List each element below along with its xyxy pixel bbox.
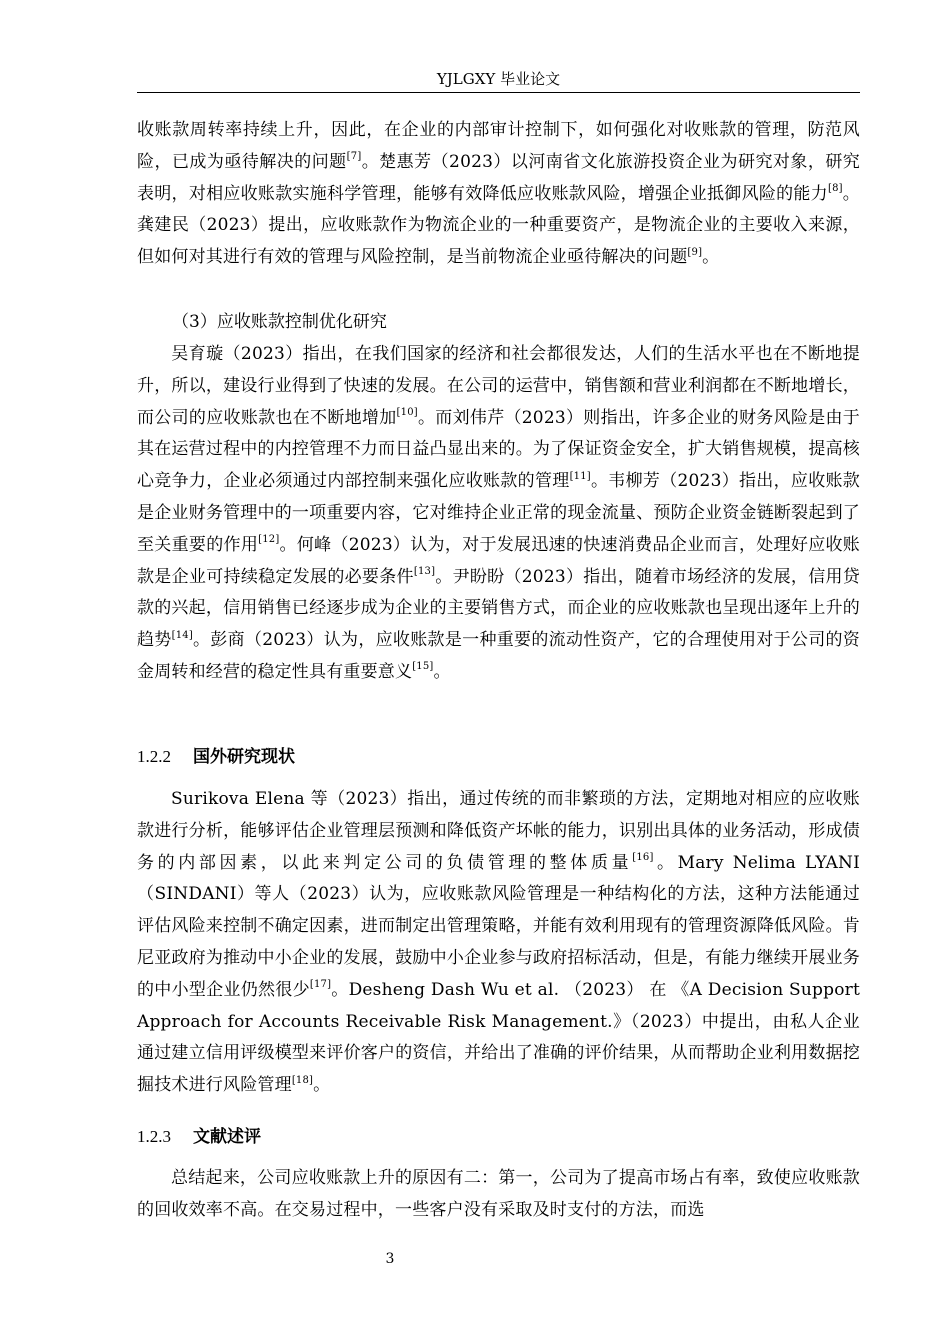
section-number: 1.2.2: [137, 747, 171, 766]
citation-ref: [7]: [346, 151, 362, 163]
text-run: 。楚惠芳（2023）以河南省文化旅游投资企业为研究对象，研究表明，对相应收账款实施科学管理，能够有效降低应收账款风险，增强企业抵御风险的能力: [137, 151, 860, 204]
text-run: 。: [433, 661, 451, 682]
header-rule: [137, 92, 860, 93]
text-run: Surikova Elena 等（2023）指出，通过传统的而非繁琐的方法，定期地对相应的应收账款进行分析，能够评估企业管理层预测和降低资产坏帐的能力，识别出具体的业务活动，形成债务的内部因素，以此来判定公司的负债管理的整体质量: [137, 789, 860, 873]
citation-ref: [10]: [396, 406, 418, 418]
text-run: 。: [702, 247, 720, 268]
paragraph-foreign-research: [137, 784, 860, 1102]
running-header: YJLGXY 毕业论文: [436, 70, 561, 88]
text-run: 。尹盼盼（2023）指出，随着市场经济的发展，信用贷款的兴起，信用销售已经逐步成为企业的主要销售方式，而企业的应收账款也呈现出逐年上升的趋势: [137, 566, 860, 651]
citation-ref: [8]: [827, 182, 843, 194]
paragraph-literature-review: [137, 1163, 860, 1227]
text-run: 总结起来，公司应收账款上升的原因有二：第一，公司为了提高市场占有率，致使应收账款的回收效率不高。在交易过程中，一些客户没有采取及时支付的方法，而选: [137, 1168, 860, 1220]
text-run: 。何峰（2023）认为，对于发展迅速的快速消费品企业而言，处理好应收账款是企业可持续稳定发展的必要条件: [137, 534, 860, 587]
text-run: 收账款周转率持续上升，因此，在企业的内部审计控制下，如何强化对收账款的管理，防范风险，已成为亟待解决的问题: [137, 120, 860, 172]
text-run: 。而刘伟芹（2023）则指出，许多企业的财务风险是由于其在运营过程中的内控管理不力而日益凸显出来的。为了保证资金安全，扩大销售规模，提高核心竞争力，企业必须通过内部控制来强化应收账款的管理: [137, 407, 860, 492]
citation-ref: [11]: [569, 470, 591, 482]
citation-ref: [17]: [309, 979, 332, 991]
section-heading-1-2-2: [137, 745, 295, 769]
section-title: 国外研究现状: [193, 747, 295, 767]
text-run: 。Mary Nelima LYANI （SINDANI）等人（2023）认为，应收账款风险管理是一种结构化的方法，这种方法能通过评估风险来控制不确定因素，进而制定出管理策略，并能有效利用现有的管理资源降低风险。肯尼亚政府为推动中小企业的发展，鼓励中小企业参与政府招标活动，但是，有能力继续开展业务的中小型企业仍然很少: [137, 852, 860, 1000]
citation-ref: [16]: [632, 851, 654, 863]
text-run: 。Desheng Dash Wu et al. （2023） 在 《A Decision Support Approach for Accounts Receivable Risk Management.》（2023）中提出，由私人企业通过建立信用评级模型来评价客户的资信，并给出了准确的评价结果，从而帮助企业利用数据挖掘技术进行风险管理: [137, 979, 861, 1096]
citation-ref: [13]: [413, 565, 436, 577]
citation-ref: [15]: [412, 661, 434, 673]
citation-ref: [14]: [171, 629, 193, 641]
paragraph-control-optimization: [137, 339, 860, 689]
text-run: 。彭商（2023）认为，应收账款是一种重要的流动性资产，它的合理使用对于公司的资金周转和经营的稳定性具有重要意义: [137, 630, 860, 682]
text-run: 。: [313, 1075, 331, 1096]
citation-ref: [18]: [291, 1074, 314, 1086]
page-number: 3: [385, 1251, 395, 1267]
citation-ref: [9]: [687, 246, 703, 258]
text-run: 。韦柳芳（2023）指出，应收账款是企业财务管理中的一项重要内容，它对维持企业正常的现金流量、预防企业资金链断裂起到了至关重要的作用: [137, 471, 861, 555]
citation-ref: [12]: [258, 534, 280, 546]
paragraph-domestic-continued: [137, 115, 860, 274]
subsection-title-3: （3）应收账款控制优化研究: [172, 312, 387, 332]
text-run: 吴育璇（2023）指出，在我们国家的经济和社会都很发达，人们的生活水平也在不断地提升，所以，建设行业得到了快速的发展。在公司的运营中，销售额和营业利润都在不断地增长，而公司的应收账款也在不断地增加: [137, 344, 860, 428]
section-title: 文献述评: [193, 1127, 261, 1147]
text-run: 。龚建民（2023）提出，应收账款作为物流企业的一种重要资产，是物流企业的主要收入来源，但如何对其进行有效的管理与风险控制，是当前物流企业亟待解决的问题: [137, 183, 861, 268]
section-number: 1.2.3: [137, 1127, 171, 1146]
section-heading-1-2-3: [137, 1125, 261, 1149]
